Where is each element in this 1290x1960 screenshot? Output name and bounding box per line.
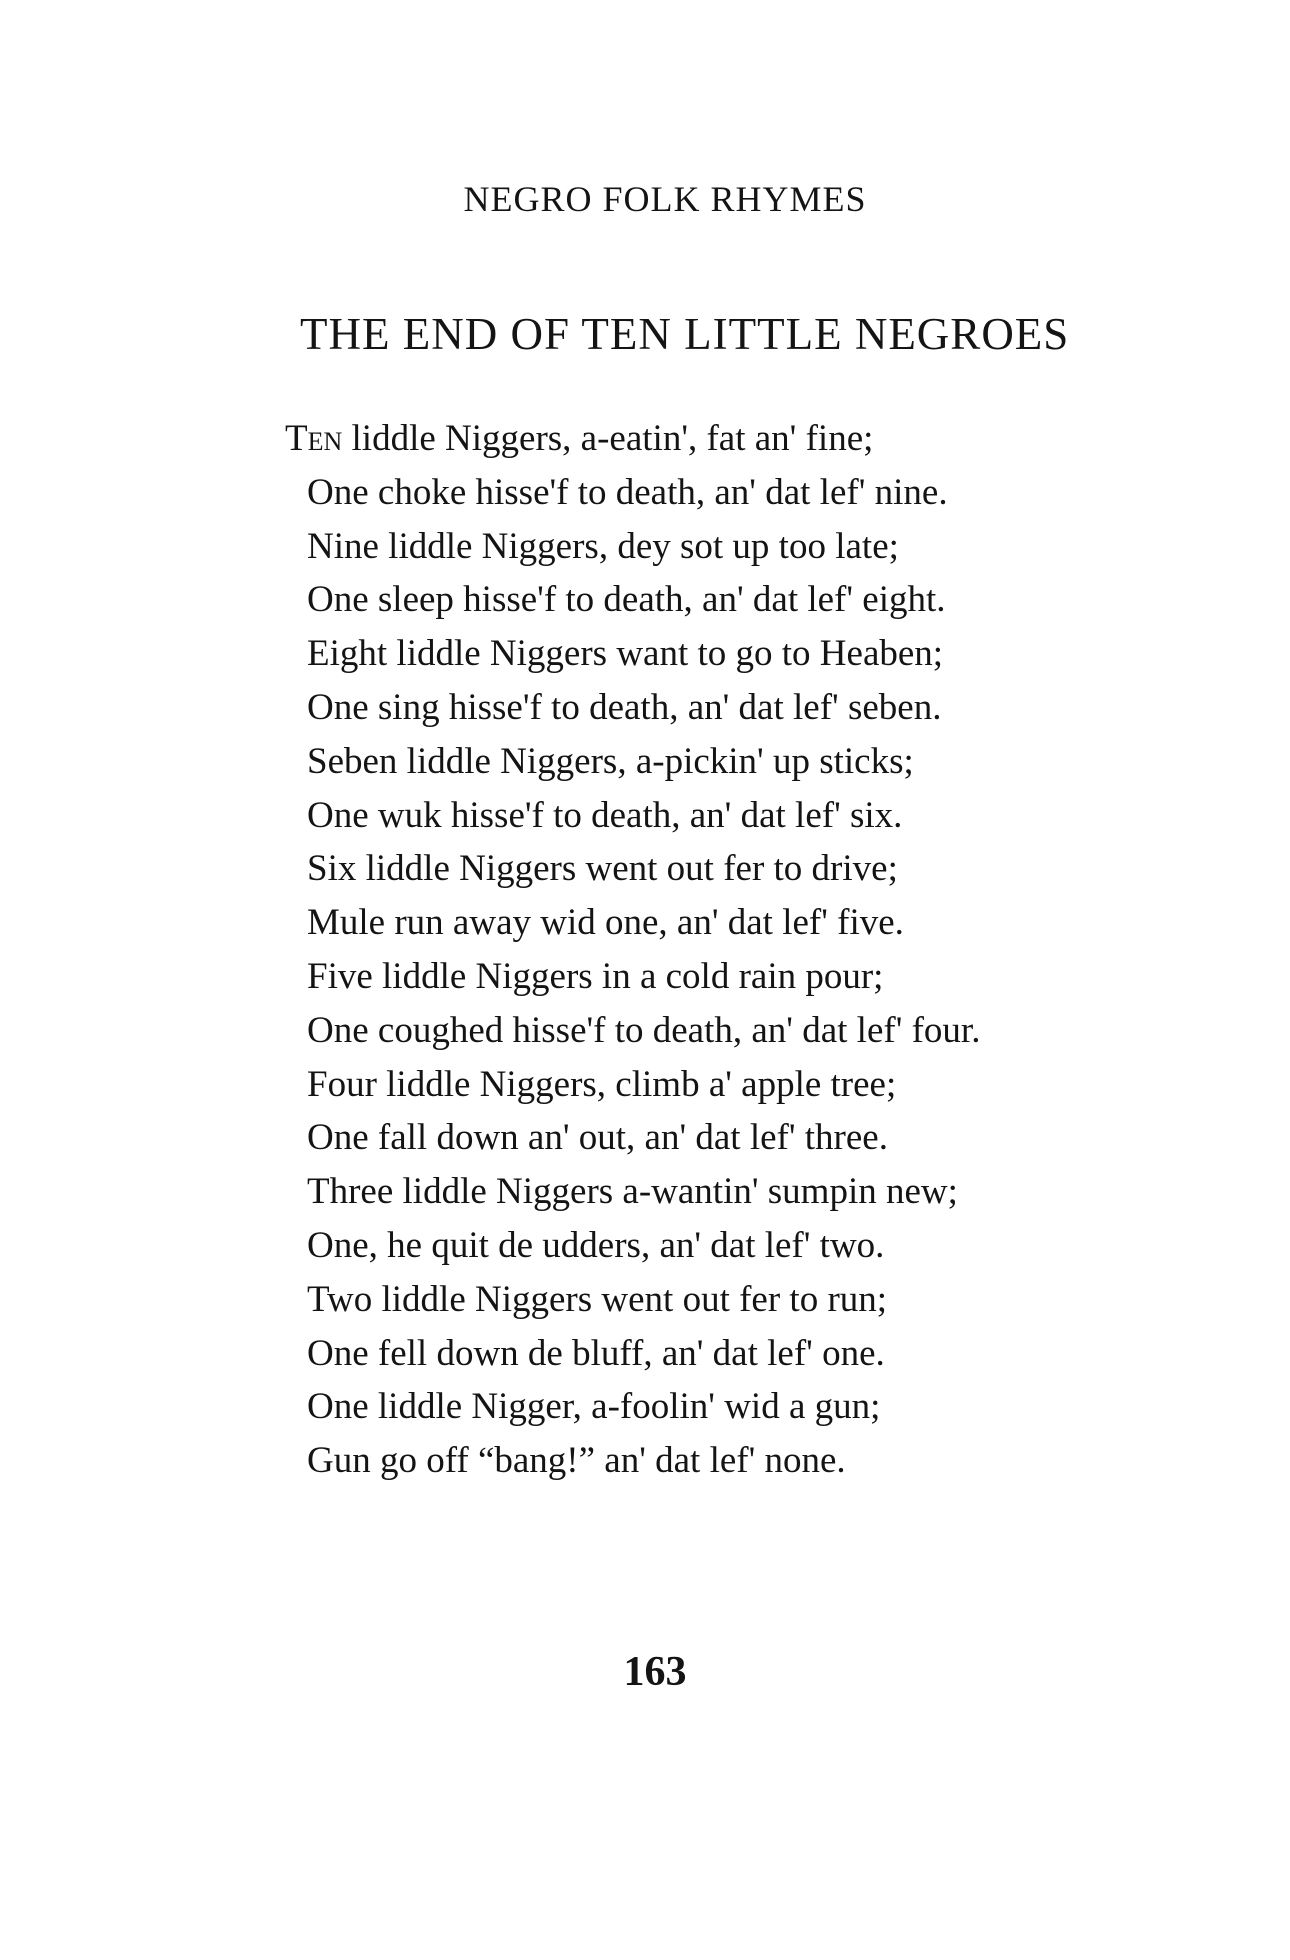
- verse-line: One sleep hisse'f to death, an' dat lef' eight.: [307, 579, 946, 621]
- verse-line: One fell down de bluff, an' dat lef' one.: [307, 1332, 885, 1374]
- running-head: NEGRO FOLK RHYMES: [463, 179, 867, 219]
- verse-line: Gun go off “bang!” an' dat lef' none.: [307, 1440, 846, 1482]
- verse-line: One liddle Nigger, a-foolin' wid a gun;: [307, 1386, 881, 1428]
- verse-line: Nine liddle Niggers, dey sot up too late;: [307, 525, 899, 567]
- verse-line: Five liddle Niggers in a cold rain pour;: [307, 955, 884, 997]
- verse-line: One fall down an' out, an' dat lef' three.: [307, 1117, 888, 1159]
- verse-line: One coughed hisse'f to death, an' dat lef' four.: [307, 1009, 981, 1051]
- verse-line: Four liddle Niggers, climb a' apple tree;: [307, 1063, 897, 1105]
- verse-line: Three liddle Niggers a-wantin' sumpin new;: [307, 1171, 958, 1213]
- verse-line: Six liddle Niggers went out fer to drive;: [307, 848, 898, 890]
- verse-line: Mule run away wid one, an' dat lef' five.: [307, 902, 904, 944]
- poem-body: [285, 412, 1165, 1488]
- verse-line: Two liddle Niggers went out fer to run;: [307, 1278, 888, 1320]
- verse-line: Eight liddle Niggers want to go to Heaben;: [307, 633, 944, 675]
- first-line-text: liddle Niggers, a-eatin', fat an' fine;: [342, 418, 874, 459]
- verse-line: One choke hisse'f to death, an' dat lef' nine.: [307, 471, 948, 513]
- poem-title: THE END OF TEN LITTLE NEGROES: [300, 309, 1070, 359]
- verse-line: One wuk hisse'f to death, an' dat lef' six.: [307, 794, 903, 836]
- page-number: 163: [623, 1649, 687, 1695]
- verse-line: [285, 412, 1165, 466]
- verse-line: One sing hisse'f to death, an' dat lef' seben.: [307, 686, 942, 728]
- verse-line: Seben liddle Niggers, a-pickin' up sticks;: [307, 740, 914, 782]
- verse-line: One, he quit de udders, an' dat lef' two.: [307, 1224, 885, 1266]
- drop-word: Ten: [285, 418, 343, 459]
